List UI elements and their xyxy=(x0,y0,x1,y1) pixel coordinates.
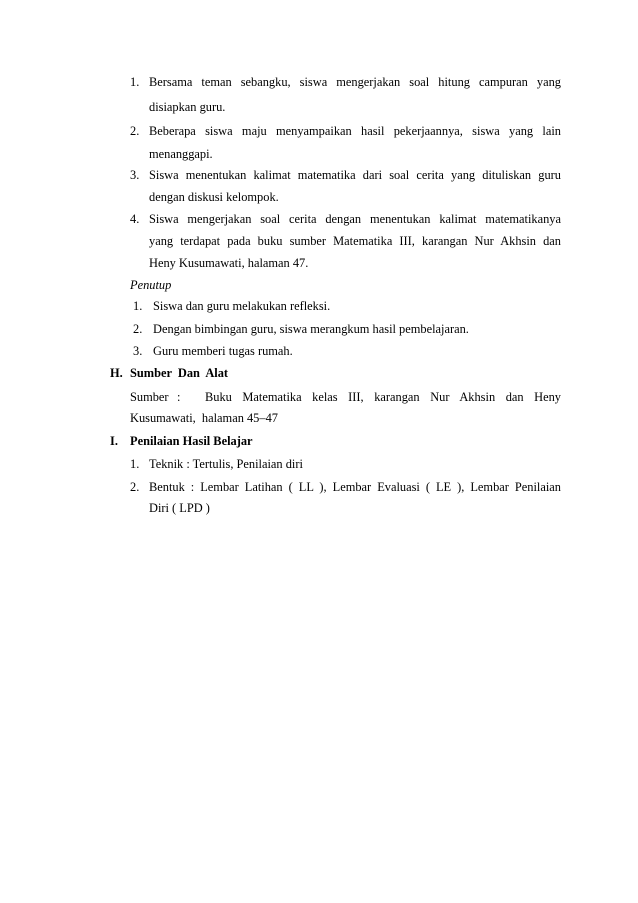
sources-text: Buku Matematika kelas III, karangan Nur Akhsin dan Heny xyxy=(205,390,561,404)
list-item-number: 3. xyxy=(133,344,143,358)
list-item-text: menanggapi. xyxy=(149,147,213,161)
list-item-text: Bentuk : Lembar Latihan ( LL ), Lembar Evaluasi ( LE ), Lembar Penilaian xyxy=(149,480,561,494)
list-item-text: disiapkan guru. xyxy=(149,100,226,114)
section-letter: H. xyxy=(110,366,123,380)
closing-heading: Penutup xyxy=(130,278,172,292)
section-title: Sumber Dan Alat xyxy=(130,366,229,380)
list-item-text: Siswa dan guru melakukan refleksi. xyxy=(153,299,331,313)
list-item-number: 1. xyxy=(130,457,140,471)
list-item-number: 3. xyxy=(130,168,140,182)
list-item-number: 2. xyxy=(133,322,143,336)
list-item-text: Teknik : Tertulis, Penilaian diri xyxy=(149,457,303,471)
sources-colon: : xyxy=(177,390,181,404)
sources-label: Sumber xyxy=(130,390,169,404)
list-item-text: dengan diskusi kelompok. xyxy=(149,190,279,204)
list-item-number: 4. xyxy=(130,212,140,226)
list-item-text: Siswa menentukan kalimat matematika dari soal cerita yang dituliskan guru xyxy=(149,168,561,182)
list-item-text: Diri ( LPD ) xyxy=(149,501,210,515)
list-item-text: Bersama teman sebangku, siswa mengerjakan soal hitung campuran yang xyxy=(149,75,561,89)
list-item-text: yang terdapat pada buku sumber Matematika III, karangan Nur Akhsin dan xyxy=(149,234,561,248)
list-item-text: Dengan bimbingan guru, siswa merangkum hasil pembelajaran. xyxy=(153,322,469,336)
list-item-text: Heny Kusumawati, halaman 47. xyxy=(149,256,309,270)
section-letter: I. xyxy=(110,434,118,448)
list-item-text: Beberapa siswa maju menyampaikan hasil pekerjaannya, siswa yang lain xyxy=(149,124,561,138)
list-item-text: Guru memberi tugas rumah. xyxy=(153,344,293,358)
list-item-number: 2. xyxy=(130,124,140,138)
list-item-number: 1. xyxy=(130,75,140,89)
sources-text: Kusumawati, halaman 45–47 xyxy=(130,411,278,425)
section-title: Penilaian Hasil Belajar xyxy=(130,434,253,448)
list-item-number: 2. xyxy=(130,480,140,494)
list-item-number: 1. xyxy=(133,299,143,313)
list-item-text: Siswa mengerjakan soal cerita dengan menentukan kalimat matematikanya xyxy=(149,212,561,226)
